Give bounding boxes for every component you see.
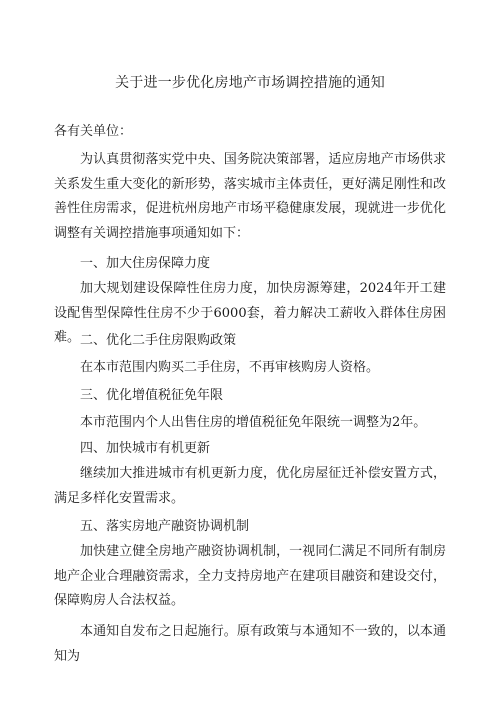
intro-paragraph: 为认真贯彻落实党中央、国务院决策部署，适应房地产市场供求关系发生重大变化的新形势，落实城市主体责任，更好满足刚性和改善性住房需求，促进杭州房地产市场平稳健康发展，现就进一步优化调整有关调控措施事项通知如下： xyxy=(54,152,446,241)
section-4-heading: 四、加快城市有机更新 xyxy=(80,441,211,456)
section-5-heading: 五、落实房地产融资协调机制 xyxy=(80,519,250,534)
document-title: 关于进一步优化房地产市场调控措施的通知 xyxy=(115,75,385,91)
closing-paragraph: 本通知自发布之日起施行。原有政策与本通知不一致的，以本通知为 xyxy=(54,624,446,664)
section-1-body: 加大规划建设保障性住房力度，加快房源筹建，2024年开工建设配售型保障性住房不少于6000套，着力解决工薪收入群体住房困难。 xyxy=(54,281,446,345)
section-2-body: 在本市范围内购买二手住房，不再审核购房人资格。 xyxy=(80,360,380,375)
salutation: 各有关单位： xyxy=(54,124,133,139)
section-5-body: 加快建立健全房地产融资协调机制，一视同仁满足不同所有制房地产企业合理融资需求，全力支持房地产在建项目融资和建设交付，保障购房人合法权益。 xyxy=(54,544,446,608)
section-3-heading: 三、优化增值税征免年限 xyxy=(80,388,224,403)
section-1-heading: 一、加大住房保障力度 xyxy=(80,256,211,271)
section-4-body: 继续加大推进城市有机更新力度，优化房屋征迁补偿安置方式，满足多样化安置需求。 xyxy=(54,466,446,506)
section-3-body: 本市范围内个人出售住房的增值税征免年限统一调整为2年。 xyxy=(80,415,427,430)
section-2-heading: 二、优化二手住房限购政策 xyxy=(80,333,237,348)
